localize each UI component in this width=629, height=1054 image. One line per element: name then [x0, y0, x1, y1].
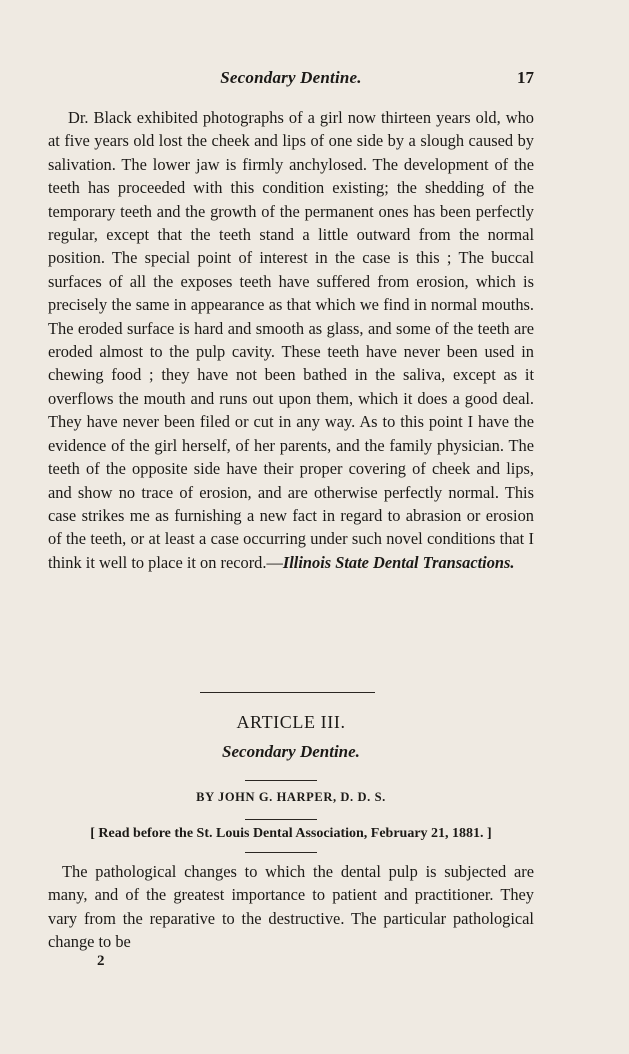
signature-mark: 2 — [97, 953, 105, 969]
paragraph-text: Dr. Black exhibited photographs of a girl now thirteen years old, who at five years old lost the cheek and lips of one side by a slough caused by salivation. The lower jaw is firmly anchylosed. The development of the teeth has proceeded with this condition existing; the shedding of the temporary teeth and the growth of the permanent ones has been perfectly regular, except that the teeth stand a little outward from the normal position. The special point of interest in the case is this ; The buccal surfaces of all the exposes teeth have suffered from erosion, which is precisely the same in appearance as that which we find in normal mouths. The eroded surface is hard and smooth as glass, and some of the teeth are eroded almost to the pulp cavity. These teeth have never been used in chewing food ; they have not been bathed in the saliva, except as it overflows the mouth and runs out upon them, which it does a good deal. They have never been filed or cut in any way. As to this point I have the evidence of the girl herself, of her parents, and the family physician. The teeth of the opposite side have their proper covering of cheek and lips, and show no trace of erosion, and are otherwise perfectly normal. This case strikes me as furnishing a new fact in regard to abrasion or erosion of the teeth, or at least a case occurring under such novel conditions that I think it well to place it on record.— — [48, 108, 534, 572]
section-divider — [200, 692, 375, 693]
citation: Illinois State Dental Transactions. — [282, 552, 515, 572]
author-byline: BY JOHN G. HARPER, D. D. S. — [196, 790, 386, 804]
title-divider — [245, 780, 317, 781]
paragraph-black-case — [48, 106, 534, 574]
page-number: 17 — [517, 68, 534, 87]
author-divider — [245, 819, 317, 820]
note-divider — [245, 852, 317, 853]
article-title: Secondary Dentine. — [222, 742, 360, 761]
reading-note: [ Read before the St. Louis Dental Association, February 21, 1881. ] — [90, 826, 492, 841]
running-title: Secondary Dentine. — [220, 68, 362, 87]
article-heading: ARTICLE III. — [236, 712, 346, 732]
paragraph-pathological-changes: The pathological changes to which the dental pulp is subjected are many, and of the greatest importance to patient and practitioner. They vary from the reparative to the destructive. The particular pathological change to be — [48, 862, 534, 952]
running-head — [48, 68, 534, 92]
